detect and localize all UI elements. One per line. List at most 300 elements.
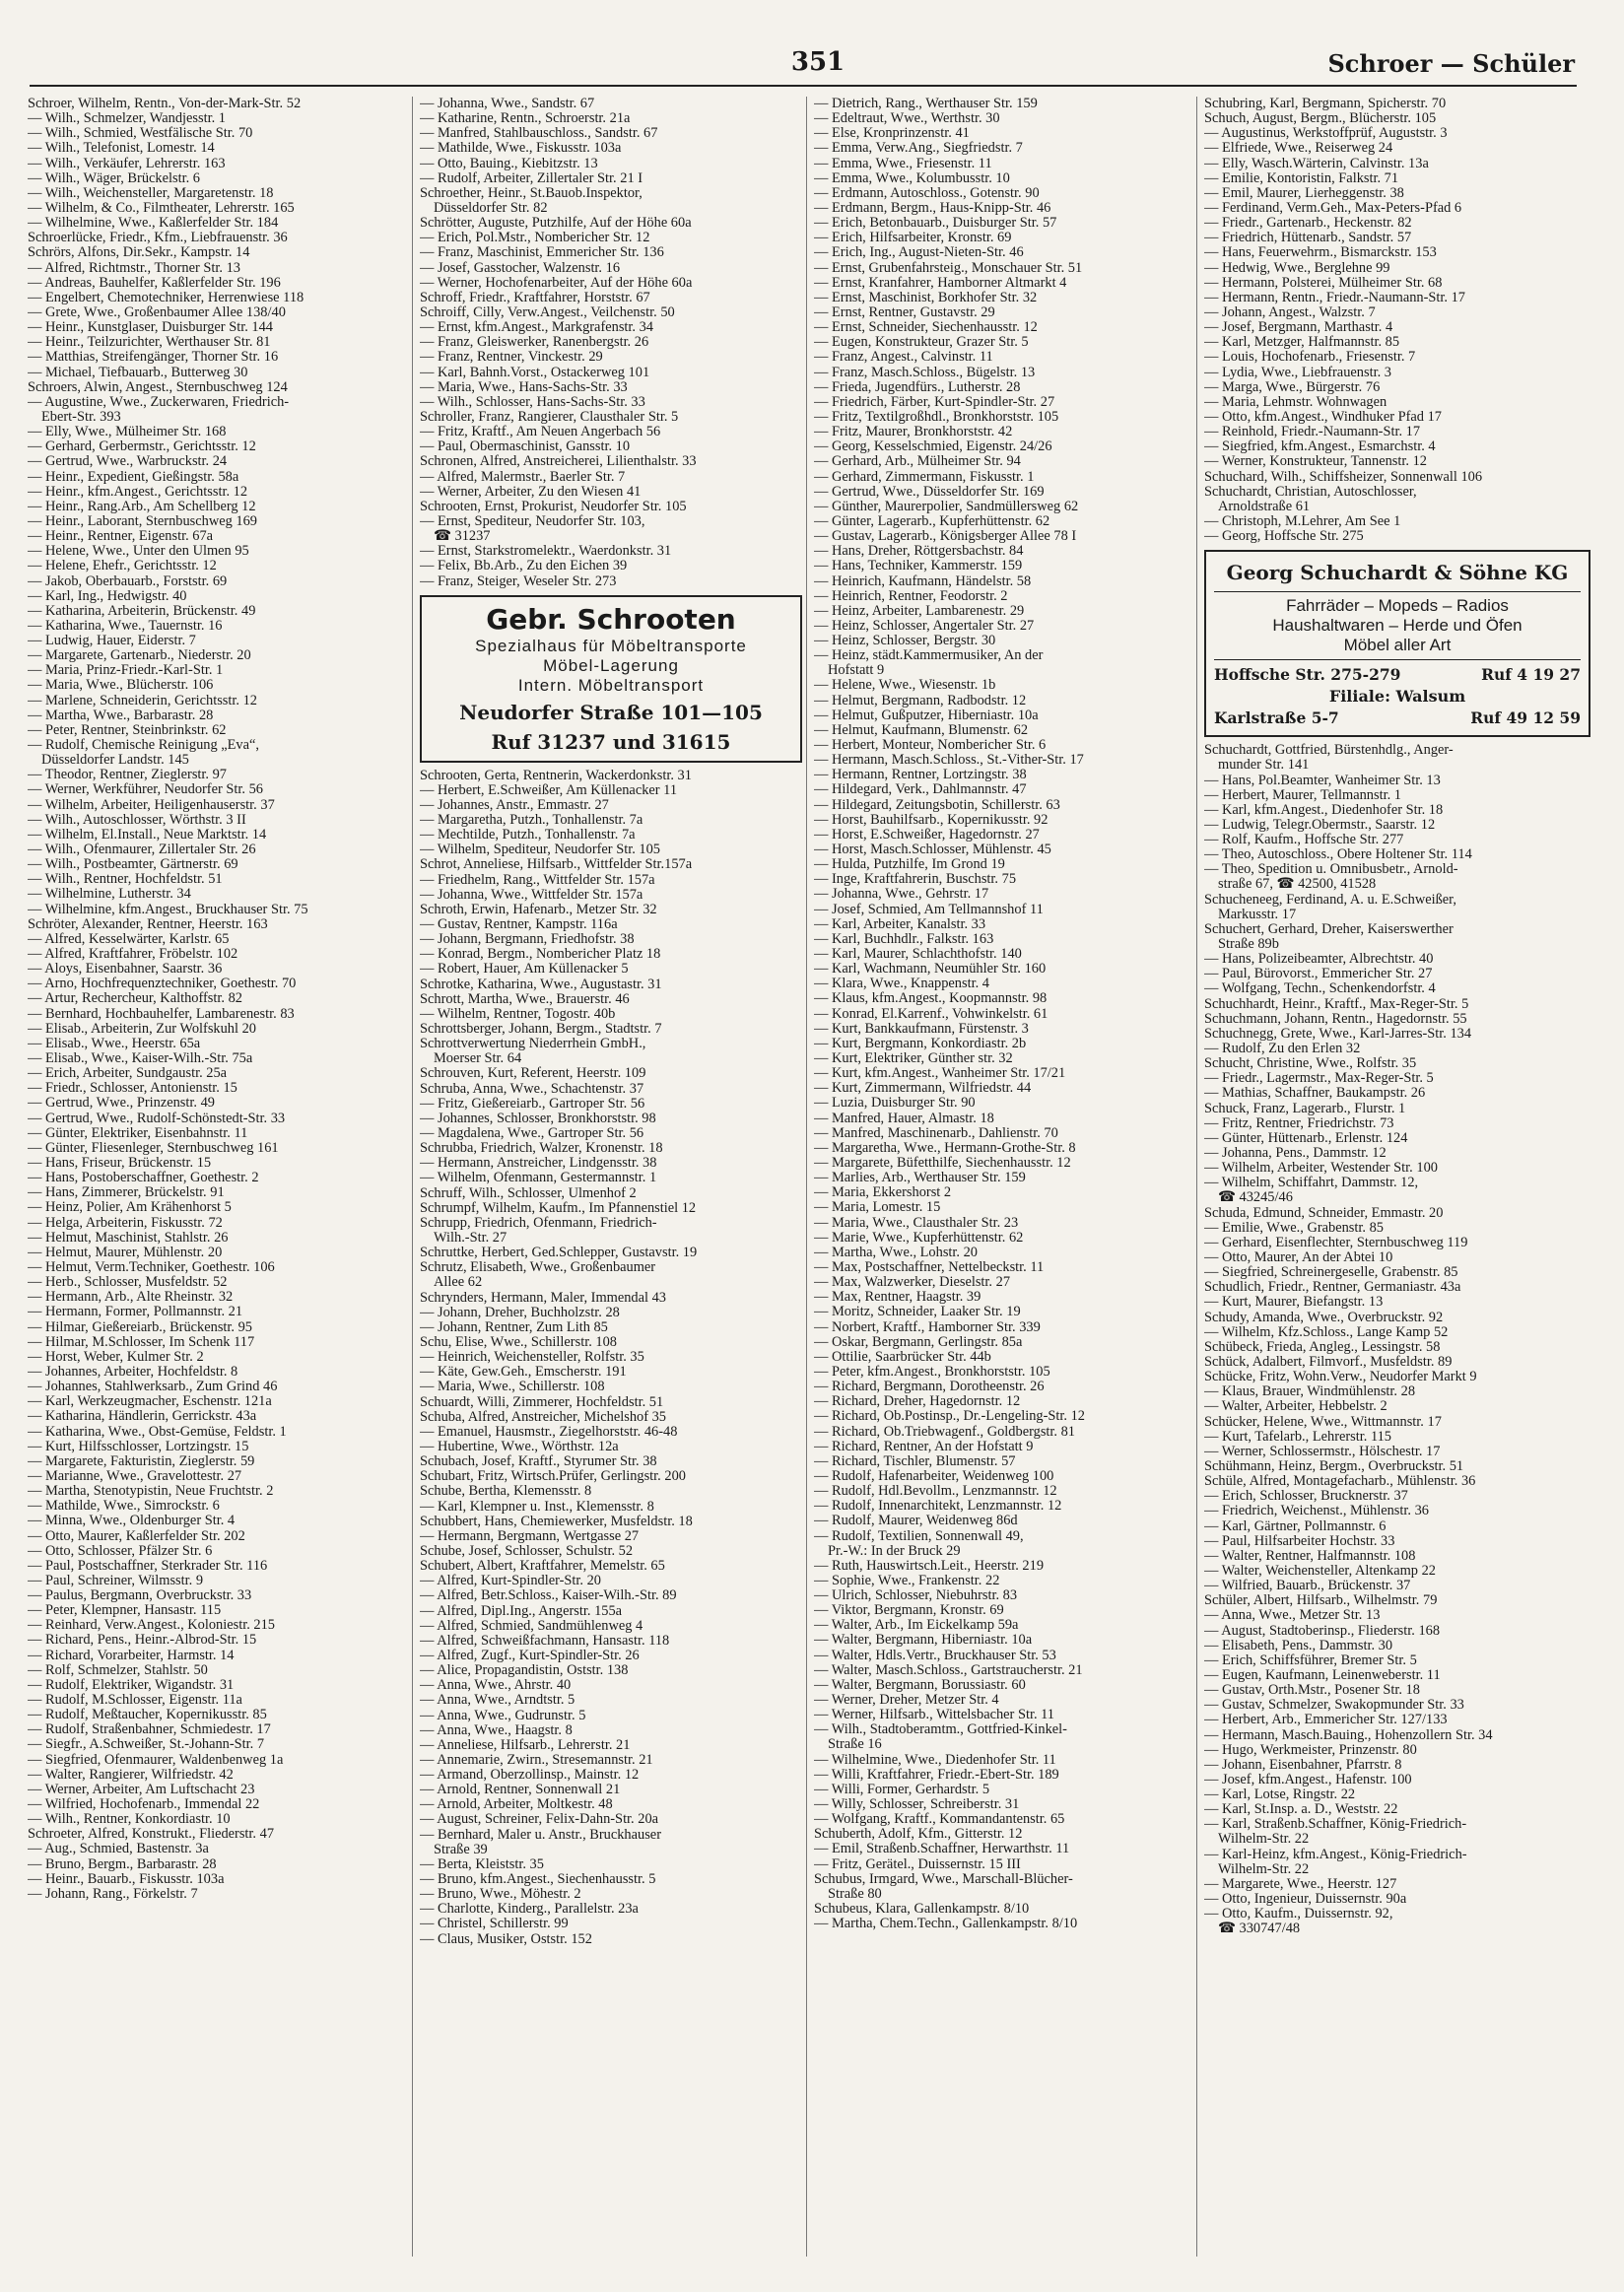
directory-entry: Schuchardt, Gottfried, Bürstenhdlg., Anger- [1204, 742, 1454, 759]
directory-entry: — Fritz, Kraftf., Am Neuen Angerbach 56 [420, 424, 661, 440]
directory-entry: — Richard, Bergmann, Dorotheenstr. 26 [814, 1379, 1045, 1395]
directory-entry: — Johanna, Wwe., Sandstr. 67 [420, 97, 595, 111]
directory-entry: — Reinhard, Verw.Angest., Koloniestr. 215 [28, 1617, 276, 1634]
directory-entry: — Kurt, Bergmann, Konkordiastr. 2b [814, 1035, 1027, 1051]
directory-entry: Schubert, Albert, Kraftfahrer, Memelstr. 65 [420, 1558, 665, 1575]
directory-entry: — Siegfr., A.Schweißer, St.-Johann-Str. 7 [28, 1736, 265, 1753]
directory-entry: — Willy, Schlosser, Schreiberstr. 31 [814, 1796, 1020, 1813]
directory-entry: Schrooten, Gerta, Rentnerin, Wackerdonkstr. 31 [420, 767, 692, 783]
directory-entry: Schuch, August, Bergm., Blücherstr. 105 [1204, 110, 1437, 127]
directory-entry: Schubart, Fritz, Wirtsch.Prüfer, Gerlingstr. 200 [420, 1468, 686, 1485]
directory-entry: — Rudolf, Arbeiter, Zillertaler Str. 21 I [420, 169, 643, 186]
directory-entry: — Karl, Gärtner, Pollmannstr. 6 [1204, 1517, 1387, 1534]
directory-entry: — Katharine, Rentn., Schroerstr. 21a [420, 110, 631, 127]
directory-entry: — Heinrich, Rentner, Feodorstr. 2 [814, 587, 1008, 604]
directory-entry: — Maria, Ekkershorst 2 [814, 1184, 952, 1201]
directory-entry: — Hans, Pol.Beamter, Wanheimer Str. 13 [1204, 772, 1441, 788]
directory-entry: — Herbert, E.Schweißer, Am Küllenacker 11 [420, 781, 678, 798]
directory-entry: — Michael, Tiefbauarb., Butterweg 30 [28, 364, 248, 380]
directory-entry: — Werner, Arbeiter, Zu den Wiesen 41 [420, 483, 642, 500]
directory-entry: — Wilhelm, Arbeiter, Westender Str. 100 [1204, 1160, 1438, 1177]
directory-entry: — Gertrud, Wwe., Prinzenstr. 49 [28, 1095, 215, 1112]
directory-entry: — Emma, Wwe., Kolumbusstr. 10 [814, 169, 1010, 186]
directory-entry: — Dietrich, Rang., Werthauser Str. 159 [814, 97, 1038, 111]
directory-entry: — Johann, Eisenbahner, Pfarrstr. 8 [1204, 1756, 1402, 1773]
directory-entry: — Gustav, Lagerarb., Königsberger Allee 78 I [814, 528, 1077, 545]
ad-row [1214, 664, 1581, 686]
directory-entry: — August, Stadtoberinsp., Fliederstr. 168 [1204, 1622, 1441, 1639]
directory-entry: — Heinr., Laborant, Sternbuschweg 169 [28, 512, 257, 529]
directory-entry: Schroeter, Alfred, Konstrukt., Fliederstr. 47 [28, 1826, 275, 1843]
directory-entry: Schruba, Anna, Wwe., Schachtenstr. 37 [420, 1080, 644, 1097]
directory-entry: — Katharina, Arbeiterin, Brückenstr. 49 [28, 602, 256, 619]
directory-entry: ☎ 330747/48 [1218, 1921, 1301, 1937]
directory-entry: — Peter, Klempner, Hansastr. 115 [28, 1602, 222, 1619]
directory-entry: — Josef, Bergmann, Marthastr. 4 [1204, 319, 1393, 336]
directory-entry: — Otto, Schlosser, Pfälzer Str. 6 [28, 1542, 213, 1559]
directory-entry: — Otto, Ingenieur, Duissernstr. 90a [1204, 1891, 1407, 1908]
directory-entry: — Gerhard, Eisenflechter, Sternbuschweg 119 [1204, 1234, 1468, 1250]
directory-entry: ☎ 43245/46 [1218, 1189, 1293, 1206]
directory-entry: — Werner, Schlossermstr., Hölschestr. 17 [1204, 1443, 1441, 1459]
directory-entry: — Josef, kfm.Angest., Hafenstr. 100 [1204, 1771, 1412, 1787]
directory-entry: — Marga, Wwe., Bürgerstr. 76 [1204, 378, 1381, 395]
directory-entry: — Rudolf, Maurer, Weidenweg 86d [814, 1513, 1018, 1529]
directory-entry: — Ferdinand, Verm.Geh., Max-Peters-Pfad 6 [1204, 199, 1462, 216]
directory-entry: Schrottsberger, Johann, Bergm., Stadtstr. 7 [420, 1021, 662, 1038]
directory-entry: Schroer, Wilhelm, Rentn., Von-der-Mark-Str. 52 [28, 97, 302, 111]
directory-entry: — Hermann, Former, Pollmannstr. 21 [28, 1304, 243, 1320]
directory-entry: — Hans, Friseur, Brückenstr. 15 [28, 1154, 212, 1171]
directory-entry: — Maria, Lomestr. 15 [814, 1199, 941, 1216]
directory-entry: — Fritz, Textilgroßhdl., Bronkhorststr. 105 [814, 408, 1059, 425]
directory-entry: straße 67, ☎ 42500, 41528 [1218, 876, 1377, 893]
directory-entry: — Kurt, kfm.Angest., Wanheimer Str. 17/21 [814, 1065, 1066, 1082]
directory-entry: — Bruno, Wwe., Möhestr. 2 [420, 1886, 581, 1903]
directory-entry: — Margaretha, Putzh., Tonhallenstr. 7a [420, 812, 643, 829]
directory-entry: — Wilh., Ofenmaurer, Zillertaler Str. 26 [28, 842, 256, 858]
running-head: Schroer — Schüler [1327, 49, 1575, 78]
directory-entry: — Claus, Musiker, Oststr. 152 [420, 1930, 592, 1947]
directory-entry: — Helmut, Bergmann, Radbodstr. 12 [814, 692, 1027, 708]
directory-entry: — Felix, Bb.Arb., Zu den Eichen 39 [420, 558, 628, 574]
directory-entry: — Bruno, kfm.Angest., Siechenhausstr. 5 [420, 1871, 656, 1888]
directory-entry: Schrubba, Friedrich, Walzer, Kronenstr. 18 [420, 1140, 663, 1157]
directory-entry: — Martha, Wwe., Barbarastr. 28 [28, 707, 214, 723]
directory-entry: Schuchardt, Christian, Autoschlosser, [1204, 483, 1417, 500]
ad-line: Möbel-Lagerung [543, 655, 679, 675]
directory-entry: — Wilh., Schlosser, Hans-Sachs-Str. 33 [420, 393, 645, 410]
directory-entry: — Willi, Kraftfahrer, Friedr.-Ebert-Str. 189 [814, 1766, 1059, 1783]
ad-branch: Filiale: Walsum [1328, 687, 1466, 707]
directory-column-2 [420, 97, 806, 1947]
directory-entry: — Werner, Konstrukteur, Tannenstr. 12 [1204, 453, 1427, 470]
directory-entry: — Johanna, Pens., Dammstr. 12 [1204, 1145, 1387, 1162]
directory-entry: — Rudolf, Textilien, Sonnenwall 49, [814, 1527, 1024, 1544]
directory-entry: Schronen, Alfred, Anstreicherei, Lilienthalstr. 33 [420, 453, 697, 470]
directory-entry: — Georg, Hoffsche Str. 275 [1204, 528, 1364, 545]
directory-entry: — Siegfried, Ofenmaurer, Waldenbenweg 1a [28, 1751, 284, 1768]
directory-entry: — Franz, Gleiswerker, Ranenbergstr. 26 [420, 334, 649, 351]
directory-entry: — Wilh., Weichensteller, Margaretenstr. 18 [28, 184, 274, 201]
directory-entry: Pr.-W.: In der Bruck 29 [828, 1542, 961, 1559]
directory-entry: — Paul, Schreiner, Wilmsstr. 9 [28, 1572, 204, 1588]
directory-entry: — Hulda, Putzhilfe, Im Grond 19 [814, 856, 1005, 873]
directory-entry: — Rudolf, Zu den Erlen 32 [1204, 1041, 1361, 1057]
directory-entry: — Ulrich, Schlosser, Niebuhrstr. 83 [814, 1587, 1018, 1604]
directory-entry: — Rudolf, Innenarchitekt, Lenzmannstr. 12 [814, 1498, 1062, 1515]
directory-entry: — Armand, Oberzollinsp., Mainstr. 12 [420, 1767, 640, 1784]
directory-entry: — Lydia, Wwe., Liebfrauenstr. 3 [1204, 364, 1391, 380]
directory-entry: — Mathilde, Wwe., Simrockstr. 6 [28, 1498, 220, 1515]
directory-entry: Schucheneeg, Ferdinand, A. u. E.Schweißer, [1204, 891, 1456, 908]
directory-entry: — Otto, kfm.Angest., Windhuker Pfad 17 [1204, 408, 1442, 425]
directory-entry: — Werner, Dreher, Metzer Str. 4 [814, 1692, 999, 1709]
directory-entry: — Friedr., Schlosser, Antonienstr. 15 [28, 1080, 237, 1097]
directory-entry: — Ottilie, Saarbrücker Str. 44b [814, 1348, 991, 1365]
page-header [30, 47, 1575, 87]
directory-entry: — Elisab., Arbeiterin, Zur Wolfskuhl 20 [28, 1020, 256, 1037]
directory-entry: — Karl, Ing., Hedwigstr. 40 [28, 587, 187, 604]
directory-entry: — Wilh., Rentner, Hochfeldstr. 51 [28, 871, 223, 888]
directory-entry: — Helene, Ehefr., Gerichtsstr. 12 [28, 558, 217, 574]
directory-entry: — Anneliese, Hilfsarb., Lehrerstr. 21 [420, 1736, 631, 1753]
directory-entry: — Eugen, Konstrukteur, Grazer Str. 5 [814, 334, 1029, 351]
directory-entry: — Kurt, Bankkaufmann, Fürstenstr. 3 [814, 1020, 1029, 1037]
directory-entry: — Katharina, Händlerin, Gerrickstr. 43a [28, 1408, 257, 1425]
directory-entry: — Elisab., Wwe., Kaiser-Wilh.-Str. 75a [28, 1050, 253, 1066]
directory-entry: — Karl, Metzger, Halfmannstr. 85 [1204, 334, 1400, 351]
directory-entry: — Klaus, Brauer, Windmühlenstr. 28 [1204, 1383, 1416, 1400]
directory-entry: — Ludwig, Hauer, Eiderstr. 7 [28, 633, 196, 649]
directory-entry: — Heinz, Arbeiter, Lambarenestr. 29 [814, 602, 1025, 619]
directory-entry: — Richard, Vorarbeiter, Harmstr. 14 [28, 1647, 235, 1663]
directory-entry: — Ruth, Hauswirtsch.Leit., Heerstr. 219 [814, 1557, 1045, 1574]
directory-entry: — Emil, Straßenb.Schaffner, Herwarthstr. 11 [814, 1841, 1070, 1857]
directory-entry: — Marlene, Schneiderin, Gerichtsstr. 12 [28, 692, 257, 708]
directory-column-3 [814, 97, 1200, 1931]
directory-entry: — Franz, Masch.Schloss., Bügelstr. 13 [814, 364, 1036, 380]
directory-entry: — Alfred, Kraftfahrer, Fröbelstr. 102 [28, 946, 238, 963]
directory-entry: — Jakob, Oberbauarb., Forststr. 69 [28, 573, 228, 589]
directory-entry: — Günter, Hüttenarb., Erlenstr. 124 [1204, 1129, 1408, 1146]
directory-entry: Schrutz, Elisabeth, Wwe., Großenbaumer [420, 1259, 656, 1276]
directory-entry: — Manfred, Maschinenarb., Dahlienstr. 70 [814, 1124, 1058, 1141]
directory-entry: — Rudolf, M.Schlosser, Eigenstr. 11a [28, 1692, 242, 1709]
directory-entry: — Christoph, M.Lehrer, Am See 1 [1204, 512, 1401, 529]
directory-entry: — Marie, Wwe., Kupferhüttenstr. 62 [814, 1229, 1024, 1246]
advertisement-schuchardt [1204, 550, 1590, 737]
directory-entry: — Werner, Hilfsarb., Wittelsbacher Str. 11 [814, 1707, 1054, 1723]
directory-entry: — Wilh., Telefonist, Lomestr. 14 [28, 140, 215, 157]
directory-column-1 [28, 97, 414, 1902]
directory-entry: — Margaretha, Wwe., Hermann-Grothe-Str. 8 [814, 1139, 1076, 1156]
directory-entry: — Wilhelm, Kfz.Schloss., Lange Kamp 52 [1204, 1323, 1449, 1340]
directory-entry: — Heinr., Teilzurichter, Werthauser Str. 81 [28, 334, 271, 351]
directory-entry: — Hermann, Anstreicher, Lindgensstr. 38 [420, 1155, 657, 1172]
directory-entry: — Heinrich, Weichensteller, Rolfstr. 35 [420, 1349, 644, 1366]
directory-entry: — Gertrud, Wwe., Warbruckstr. 24 [28, 453, 228, 470]
directory-entry: — Karl, Wachmann, Neumühler Str. 160 [814, 961, 1047, 977]
column-divider [806, 97, 807, 2257]
directory-entry: — Rolf, Schmelzer, Stahlstr. 50 [28, 1661, 208, 1678]
directory-entry: — Reinhold, Friedr.-Naumann-Str. 17 [1204, 424, 1421, 440]
directory-entry: — Erich, Betonbauarb., Duisburger Str. 57 [814, 215, 1057, 232]
directory-entry: — Wilh., Wäger, Brückelstr. 6 [28, 169, 200, 186]
directory-entry: Straße 80 [828, 1885, 882, 1902]
directory-entry: — Wolfgang, Techn., Schenkendorfstr. 4 [1204, 980, 1436, 997]
directory-entry: — Wilh., Schmelzer, Wandjesstr. 1 [28, 110, 226, 127]
ad-line: Intern. Möbeltransport [517, 675, 705, 695]
directory-entry: Schubring, Karl, Bergmann, Spicherstr. 70 [1204, 97, 1447, 111]
directory-entry: — Aug., Schmied, Bastenstr. 3a [28, 1841, 209, 1857]
ad-line: Spezialhaus für Möbeltransporte [475, 636, 747, 655]
directory-entry: — Max, Rentner, Haagstr. 39 [814, 1289, 981, 1306]
directory-entry: — Heinz, Schlosser, Bergstr. 30 [814, 633, 996, 649]
directory-entry: — Ernst, Grubenfahrsteig., Monschauer Str. 51 [814, 259, 1083, 276]
directory-entry: — Erich, Schiffsführer, Bremer Str. 5 [1204, 1652, 1417, 1668]
directory-entry: — Alfred, Richtmstr., Thorner Str. 13 [28, 259, 240, 276]
advertisement-schrooten [420, 595, 802, 763]
directory-entry: — Friedr., Gartenarb., Heckenstr. 82 [1204, 215, 1412, 232]
directory-entry: — Friedrich, Färber, Kurt-Spindler-Str. 27 [814, 393, 1055, 410]
directory-entry: — Hedwig, Wwe., Berglehne 99 [1204, 259, 1390, 276]
directory-entry: — Walter, Masch.Schloss., Gartstraucherstr. 21 [814, 1661, 1083, 1678]
directory-entry: — Hermann, Masch.Bauing., Hohenzollern Str. 34 [1204, 1726, 1493, 1743]
directory-entry: — Gerhard, Zimmermann, Fiskusstr. 1 [814, 468, 1035, 485]
directory-entry: — Johann, Angest., Walzstr. 7 [1204, 303, 1376, 320]
directory-entry: — Anna, Wwe., Arndtstr. 5 [420, 1692, 575, 1709]
directory-entry: — Rudolf, Meßtaucher, Kopernikusstr. 85 [28, 1707, 267, 1723]
directory-entry: — Richard, Pens., Heinr.-Albrod-Str. 15 [28, 1632, 257, 1649]
directory-entry: — Alfred, Schmied, Sandmühlenweg 4 [420, 1617, 643, 1634]
directory-entry: — Wilhelmine, Wwe., Diedenhofer Str. 11 [814, 1751, 1056, 1768]
directory-entry: Schuchmann, Johann, Rentn., Hagedornstr. 55 [1204, 1010, 1467, 1027]
directory-entry: Straße 39 [434, 1841, 488, 1857]
directory-entry: — Johannes, Anstr., Emmastr. 27 [420, 796, 609, 813]
ad-line: Haushaltwaren – Herde und Öfen [1272, 616, 1522, 636]
directory-entry: — Günter, Elektriker, Eisenbahnstr. 11 [28, 1124, 248, 1141]
directory-entry: — Aloys, Eisenbahner, Saarstr. 36 [28, 961, 223, 977]
directory-entry: — Karl, Straßenb.Schaffner, König-Friedrich- [1204, 1816, 1467, 1833]
directory-entry: — Erich, Hilfsarbeiter, Kronstr. 69 [814, 230, 1012, 246]
directory-entry: — Kurt, Hilfsschlosser, Lortzingstr. 15 [28, 1438, 249, 1454]
directory-entry: — Helene, Wwe., Unter den Ulmen 95 [28, 543, 249, 560]
directory-entry: — Kurt, Maurer, Biefangstr. 13 [1204, 1294, 1384, 1311]
directory-entry: — Hugo, Werkmeister, Prinzenstr. 80 [1204, 1741, 1417, 1758]
directory-entry: — Max, Walzwerker, Dieselstr. 27 [814, 1274, 1011, 1291]
directory-entry: — Emilie, Kontoristin, Falkstr. 71 [1204, 169, 1399, 186]
directory-entry: — Mathilde, Wwe., Fiskusstr. 103a [420, 140, 622, 157]
directory-entry: — Otto, Bauing., Kiebitzstr. 13 [420, 155, 598, 171]
directory-entry: — Wilhelm, & Co., Filmtheater, Lehrerstr. 165 [28, 199, 295, 216]
directory-entry: — Rudolf, Hafenarbeiter, Weidenweg 100 [814, 1467, 1054, 1484]
directory-entry: Hofstatt 9 [828, 662, 885, 679]
directory-entry: Schroller, Franz, Rangierer, Clausthaler Str. 5 [420, 408, 679, 425]
directory-entry: — Augustinus, Werkstoffprüf, Auguststr. 3 [1204, 125, 1448, 142]
directory-entry: Schröter, Alexander, Rentner, Heerstr. 163 [28, 915, 268, 932]
directory-entry: — Heinr., Bauarb., Fiskusstr. 103a [28, 1870, 225, 1887]
directory-entry: — Alfred, Betr.Schloss., Kaiser-Wilh.-Str. 89 [420, 1587, 677, 1604]
directory-entry: — Hermann, Masch.Schloss., St.-Vither-Str. 17 [814, 752, 1084, 769]
directory-entry: — Hans, Techniker, Kammerstr. 159 [814, 558, 1023, 574]
directory-entry: — Wilhelmine, kfm.Angest., Bruckhauser Str. 75 [28, 901, 308, 917]
directory-entry: — Paul, Hilfsarbeiter Hochstr. 33 [1204, 1532, 1395, 1549]
directory-entry: Düsseldorfer Landstr. 145 [41, 752, 189, 769]
directory-entry: — Karl, Lotse, Ringstr. 22 [1204, 1786, 1356, 1803]
directory-entry: — Johannes, Stahlwerksarb., Zum Grind 46 [28, 1379, 278, 1395]
directory-entry: — Elfriede, Wwe., Reiserweg 24 [1204, 140, 1393, 157]
directory-entry: — Norbert, Kraftf., Hamborner Str. 339 [814, 1318, 1041, 1335]
directory-entry: — Edeltraut, Wwe., Werthstr. 30 [814, 110, 1000, 127]
directory-entry: — Herbert, Maurer, Tellmannstr. 1 [1204, 786, 1401, 803]
directory-entry: — Andreas, Bauhelfer, Kaßlerfelder Str. 196 [28, 274, 281, 291]
directory-entry: — Alfred, Kesselwärter, Karlstr. 65 [28, 930, 230, 947]
directory-entry: — Rudolf, Straßenbahner, Schmiedestr. 17 [28, 1721, 271, 1738]
directory-entry: — Else, Kronprinzenstr. 41 [814, 125, 970, 142]
directory-entry: — Annemarie, Zwirn., Stresemannstr. 21 [420, 1751, 653, 1768]
directory-entry: — Alfred, Schweißfachmann, Hansastr. 118 [420, 1632, 670, 1649]
directory-entry: — Ernst, Starkstromelektr., Waerdonkstr. 31 [420, 543, 672, 560]
directory-entry: — Gertrud, Wwe., Düsseldorfer Str. 169 [814, 483, 1045, 500]
directory-entry: — Helga, Arbeiterin, Fiskusstr. 72 [28, 1214, 223, 1231]
directory-entry: — Karl, St.Insp. a. D., Weststr. 22 [1204, 1801, 1398, 1818]
directory-entry: — Hildegard, Verk., Dahlmannstr. 47 [814, 781, 1027, 798]
directory-entry: Schubach, Josef, Kraftf., Styrumer Str. 38 [420, 1453, 657, 1470]
directory-entry: — Anna, Wwe., Metzer Str. 13 [1204, 1607, 1381, 1624]
directory-entry: — Horst, Bauhilfsarb., Kopernikusstr. 92 [814, 811, 1049, 828]
directory-entry: — Emil, Maurer, Lierheggenstr. 38 [1204, 184, 1404, 201]
directory-entry: — Wilfried, Bauarb., Brückenstr. 37 [1204, 1578, 1411, 1594]
directory-entry: Markusstr. 17 [1218, 906, 1297, 922]
directory-entry: — Ernst, Kranfahrer, Hamborner Altmarkt 4 [814, 274, 1067, 291]
directory-entry: — Walter, Hdls.Vertr., Bruckhauser Str. 53 [814, 1647, 1056, 1663]
directory-entry: Schrörs, Alfons, Dir.Sekr., Kampstr. 14 [28, 244, 250, 261]
directory-entry: — Heinr., Kunstglaser, Duisburger Str. 144 [28, 319, 273, 336]
ad-company-name: Georg Schuchardt & Söhne KG [1214, 558, 1581, 592]
directory-column-4 [1204, 97, 1594, 1936]
directory-entry: — Erich, Pol.Mstr., Nombericher Str. 12 [420, 230, 650, 246]
directory-entry: — Grete, Wwe., Großenbaumer Allee 138/40 [28, 303, 286, 320]
directory-entry: — Wilhelm, Spediteur, Neudorfer Str. 105 [420, 842, 660, 858]
directory-entry: Schüle, Alfred, Montagefacharb., Mühlenstr. 36 [1204, 1473, 1476, 1490]
directory-entry: — Wilhelm, Schiffahrt, Dammstr. 12, [1204, 1175, 1419, 1191]
directory-entry: — Emma, Wwe., Friesenstr. 11 [814, 155, 992, 171]
directory-entry: — Franz, Rentner, Vinckestr. 29 [420, 349, 603, 366]
directory-entry: — Marlies, Arb., Werthauser Str. 159 [814, 1170, 1026, 1186]
directory-entry: — Moritz, Schneider, Laaker Str. 19 [814, 1304, 1021, 1320]
directory-entry: Schrupp, Friedrich, Ofenmann, Friedrich- [420, 1214, 657, 1231]
directory-entry: — Ernst, Spediteur, Neudorfer Str. 103, [420, 512, 645, 529]
directory-entry: — Margarete, Wwe., Heerstr. 127 [1204, 1875, 1397, 1892]
directory-entry: — Johannes, Arbeiter, Hochfeldstr. 8 [28, 1363, 238, 1380]
directory-entry: Schrötter, Auguste, Putzhilfe, Auf der Höhe 60a [420, 215, 692, 232]
directory-entry: — Anna, Wwe., Ahrstr. 40 [420, 1677, 572, 1694]
directory-entry: — Günter, Fliesenleger, Sternbuschweg 161 [28, 1139, 279, 1156]
directory-entry: Moerser Str. 64 [434, 1050, 522, 1067]
directory-entry: Schu, Elise, Wwe., Schillerstr. 108 [420, 1333, 617, 1350]
directory-entry: — Friedhelm, Rang., Wittfelder Str. 157a [420, 871, 655, 888]
directory-entry: — Ernst, Rentner, Gustavstr. 29 [814, 303, 995, 320]
directory-entry: Schuchhardt, Heinr., Kraftf., Max-Reger-Str. 5 [1204, 995, 1469, 1012]
directory-entry: — Helene, Wwe., Wiesenstr. 1b [814, 677, 996, 694]
directory-entry: Schudy, Amanda, Wwe., Overbruckstr. 92 [1204, 1309, 1444, 1325]
directory-entry: — Charlotte, Kinderg., Parallelstr. 23a [420, 1901, 639, 1918]
directory-entry: — Peter, kfm.Angest., Bronkhorststr. 105 [814, 1363, 1050, 1380]
ad-phone: Ruf 31237 und 31615 [491, 729, 731, 754]
directory-entry: — Walter, Arbeiter, Hebbelstr. 2 [1204, 1398, 1387, 1415]
directory-entry: Düsseldorfer Str. 82 [434, 199, 548, 216]
directory-entry: — Walter, Bergmann, Hiberniastr. 10a [814, 1632, 1033, 1649]
page-number: 351 [790, 47, 846, 77]
directory-entry: Schrott, Martha, Wwe., Brauerstr. 46 [420, 990, 630, 1007]
directory-entry: — Friedrich, Hüttenarb., Sandstr. 57 [1204, 230, 1412, 246]
directory-entry: — Gerhard, Arb., Mülheimer Str. 94 [814, 453, 1021, 470]
directory-entry: — Luzia, Duisburger Str. 90 [814, 1095, 976, 1112]
directory-entry: — Hubertine, Wwe., Wörthstr. 12a [420, 1438, 619, 1454]
directory-entry: — Minna, Wwe., Oldenburger Str. 4 [28, 1513, 236, 1529]
directory-entry: Arnoldstraße 61 [1218, 498, 1311, 514]
directory-entry: Schuardt, Willi, Zimmerer, Hochfeldstr. 51 [420, 1393, 664, 1410]
directory-entry: — Christel, Schillerstr. 99 [420, 1916, 569, 1932]
directory-entry: — Karl, Klempner u. Inst., Klemensstr. 8 [420, 1498, 654, 1515]
directory-entry: — Horst, Masch.Schlosser, Mühlenstr. 45 [814, 842, 1051, 858]
directory-entry: Schrottverwertung Niederrhein GmbH., [420, 1036, 646, 1052]
directory-entry: Schücke, Fritz, Wohn.Verw., Neudorfer Markt 9 [1204, 1369, 1477, 1385]
directory-entry: — Günter, Lagerarb., Kupferhüttenstr. 62 [814, 512, 1050, 529]
directory-entry: — Otto, Kaufm., Duissernstr. 92, [1204, 1906, 1393, 1922]
directory-entry: — Johann, Rentner, Zum Lith 85 [420, 1318, 608, 1335]
directory-entry: Schuba, Alfred, Anstreicher, Michelshof 35 [420, 1408, 667, 1425]
directory-entry: — Erich, Schlosser, Brucknerstr. 37 [1204, 1488, 1408, 1505]
directory-entry: — Wilh., Stadtoberamtm., Gottfried-Kinkel- [814, 1721, 1067, 1738]
directory-entry: — Robert, Hauer, Am Küllenacker 5 [420, 961, 629, 977]
directory-entry: — Erdmann, Autoschloss., Gotenstr. 90 [814, 184, 1040, 201]
directory-entry: — Bernhard, Maler u. Anstr., Bruckhauser [420, 1826, 661, 1843]
directory-entry: — Wilhelm, Arbeiter, Heiligenhauserstr. 37 [28, 796, 275, 813]
directory-entry: — Franz, Steiger, Weseler Str. 273 [420, 573, 617, 589]
directory-entry: — Heinr., Rentner, Eigenstr. 67a [28, 528, 214, 545]
header-rule [30, 85, 1577, 87]
directory-entry: — Bruno, Bergm., Barbarastr. 28 [28, 1855, 217, 1872]
directory-entry: — Alfred, Zugf., Kurt-Spindler-Str. 26 [420, 1647, 640, 1663]
ad-line: Möbel aller Art [1343, 636, 1452, 655]
directory-entry: — Gustav, Rentner, Kampstr. 116a [420, 916, 618, 933]
directory-entry: — Horst, Weber, Kulmer Str. 2 [28, 1348, 204, 1365]
directory-entry: — Fritz, Maurer, Bronkhorststr. 42 [814, 424, 1013, 440]
directory-entry: — Maria, Lehmstr. Wohnwagen [1204, 393, 1387, 410]
directory-entry: — Richard, Ob.Postinsp., Dr.-Lengeling-Str. 12 [814, 1408, 1086, 1425]
directory-entry: — Karl, kfm.Angest., Diedenhofer Str. 18 [1204, 801, 1444, 818]
directory-entry: — Helmut, Kaufmann, Blumenstr. 62 [814, 721, 1029, 738]
directory-entry: — Louis, Hochofenarb., Friesenstr. 7 [1204, 349, 1416, 366]
directory-entry: — Richard, Dreher, Hagedornstr. 12 [814, 1393, 1021, 1410]
directory-entry: Schruttke, Herbert, Ged.Schlepper, Gustavstr. 19 [420, 1245, 698, 1261]
directory-entry: — Gustav, Schmelzer, Swakopmunder Str. 33 [1204, 1697, 1464, 1714]
directory-entry: — Rudolf, Chemische Reinigung „Eva“, [28, 737, 260, 754]
directory-entry: — Maria, Prinz-Friedr.-Karl-Str. 1 [28, 662, 224, 679]
directory-entry: — Manfred, Stahlbauschloss., Sandstr. 67 [420, 125, 658, 142]
directory-entry: — Karl, Werkzeugmacher, Eschenstr. 121a [28, 1393, 272, 1410]
directory-entry: — Fritz, Rentner, Friedrichstr. 73 [1204, 1114, 1394, 1131]
directory-entry: Schrouven, Kurt, Referent, Heerstr. 109 [420, 1065, 646, 1082]
directory-entry: — Wilh., Postbeamter, Gärtnerstr. 69 [28, 856, 238, 873]
directory-entry: — Ernst, Maschinist, Borkhofer Str. 32 [814, 289, 1038, 305]
directory-entry: Schubus, Irmgard, Wwe., Marschall-Blücher- [814, 1870, 1073, 1887]
directory-entry: — Herbert, Monteur, Nombericher Str. 6 [814, 737, 1047, 754]
directory-entry: — Siegfried, kfm.Angest., Esmarchstr. 4 [1204, 438, 1436, 455]
directory-entry: — Johann, Dreher, Buchholzstr. 28 [420, 1304, 620, 1320]
